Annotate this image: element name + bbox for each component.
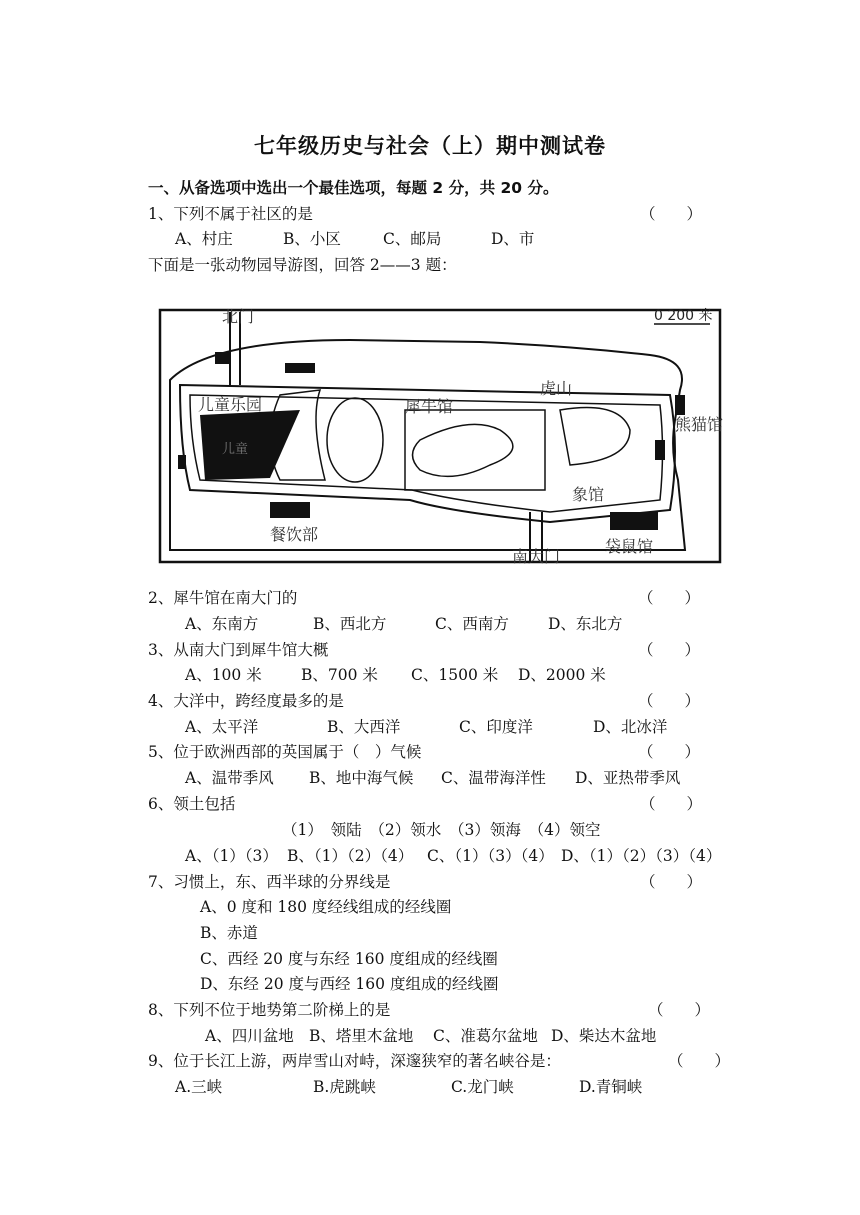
q8-option-c[interactable]: C、准葛尔盆地 — [433, 1027, 538, 1045]
building-3 — [655, 440, 665, 460]
kids-park-label: 儿童乐园 — [198, 395, 263, 414]
page-title: 七年级历史与社会（上）期中测试卷 — [254, 134, 606, 158]
q3-option-c[interactable]: C、1500 米 — [411, 666, 499, 684]
q5-option-a[interactable]: A、温带季风 — [185, 769, 274, 787]
q1-option-c[interactable]: C、邮局 — [383, 230, 442, 248]
q2-option-c[interactable]: C、西南方 — [435, 615, 509, 633]
q4-option-c[interactable]: C、印度洋 — [459, 718, 533, 736]
q3-option-a[interactable]: A、100 米 — [185, 666, 262, 684]
question-6-items: （1） 领陆 （2）领水 （3）领海 （4）领空 — [282, 821, 601, 839]
question-6-answer-blank[interactable]: （ ） — [640, 795, 703, 813]
rhino-area — [405, 410, 545, 490]
question-1-options — [175, 227, 534, 249]
q2-option-d[interactable]: D、东北方 — [548, 615, 623, 633]
kangaroo-building — [610, 512, 658, 530]
zoo-map — [150, 300, 750, 572]
question-2-stem: 2、犀牛馆在南大门的 — [148, 589, 298, 607]
q6-option-b[interactable]: B、（1）（2）（4） — [287, 847, 414, 865]
dining-label: 餐饮部 — [270, 525, 319, 544]
question-9-options — [175, 1075, 642, 1097]
q3-option-b[interactable]: B、700 米 — [301, 666, 378, 684]
tiger-label: 虎山 — [540, 379, 573, 398]
map-intro: 下面是一张动物园导游图，回答 2——3 题： — [148, 256, 457, 274]
question-2-options — [185, 612, 622, 634]
q2-option-a[interactable]: A、东南方 — [185, 615, 259, 633]
kids-park-building — [200, 410, 300, 480]
scale-label: 0 200 米 — [654, 308, 713, 324]
question-9-stem: 9、位于长江上游，两岸雪山对峙，深邃狭窄的著名峡谷是： — [148, 1052, 561, 1070]
question-3-stem: 3、从南大门到犀牛馆大概 — [148, 641, 329, 659]
q8-option-a[interactable]: A、四川盆地 — [205, 1027, 294, 1045]
q9-option-d[interactable]: D.青铜峡 — [579, 1078, 643, 1096]
q6-option-c[interactable]: C、（1）（3）（4） — [427, 847, 554, 865]
panda-building — [675, 395, 685, 415]
question-8-options — [205, 1024, 656, 1046]
kangaroo-label: 袋鼠馆 — [605, 537, 654, 556]
kids-label: 儿童 — [222, 442, 249, 457]
q4-option-a[interactable]: A、太平洋 — [185, 718, 259, 736]
question-9-answer-blank[interactable]: （ ） — [668, 1052, 731, 1070]
q7-option-c[interactable]: C、西经 20 度与东经 160 度组成的经线圈 — [200, 950, 498, 968]
q2-option-b[interactable]: B、西北方 — [313, 615, 387, 633]
q6-option-d[interactable]: D、（1）（2）（3）（4） — [561, 847, 722, 865]
question-4-options — [185, 715, 667, 737]
q4-option-d[interactable]: D、北冰洋 — [593, 718, 668, 736]
question-5-options — [185, 766, 680, 788]
q6-option-a[interactable]: A、（1）（3） — [185, 847, 278, 865]
question-1-stem: 1、下列不属于社区的是 — [148, 205, 313, 223]
question-3-answer-blank[interactable]: （ ） — [638, 641, 701, 659]
rhino-label: 犀牛馆 — [405, 397, 454, 416]
question-1-answer-blank[interactable]: （ ） — [640, 205, 703, 223]
q7-option-a[interactable]: A、0 度和 180 度经线组成的经线圈 — [200, 898, 452, 916]
q8-option-b[interactable]: B、塔里木盆地 — [309, 1027, 414, 1045]
q7-option-b[interactable]: B、赤道 — [200, 924, 258, 942]
q5-option-c[interactable]: C、温带海洋性 — [441, 769, 546, 787]
question-8-stem: 8、下列不位于地势第二阶梯上的是 — [148, 1001, 391, 1019]
building-north — [215, 352, 229, 364]
q9-option-c[interactable]: C.龙门峡 — [451, 1078, 514, 1096]
q4-option-b[interactable]: B、大西洋 — [327, 718, 401, 736]
loop-2 — [327, 398, 383, 482]
elephant-label: 象馆 — [572, 485, 605, 504]
question-2-answer-blank[interactable]: （ ） — [638, 589, 701, 607]
south-gate-label: 南大门 — [512, 547, 561, 566]
q1-option-a[interactable]: A、村庄 — [175, 230, 233, 248]
section-heading: 一、从备选项中选出一个最佳选项，每题 2 分，共 20 分。 — [148, 179, 559, 197]
question-6-options — [185, 844, 721, 866]
question-3-options — [185, 663, 606, 685]
question-6-stem: 6、领土包括 — [148, 795, 236, 813]
q9-option-b[interactable]: B.虎跳峡 — [313, 1078, 376, 1096]
question-7-answer-blank[interactable]: （ ） — [640, 873, 703, 891]
q8-option-d[interactable]: D、柴达木盆地 — [551, 1027, 657, 1045]
dining-building — [270, 502, 310, 518]
q7-option-d[interactable]: D、东经 20 度与西经 160 度组成的经线圈 — [200, 975, 499, 993]
panda-label: 熊猫馆 — [675, 415, 724, 434]
q1-option-d[interactable]: D、市 — [491, 230, 535, 248]
loop-3 — [560, 408, 630, 466]
q1-option-b[interactable]: B、小区 — [283, 230, 341, 248]
question-4-stem: 4、大洋中，跨经度最多的是 — [148, 692, 344, 710]
north-gate-label: 北门 — [222, 307, 255, 326]
building-2 — [285, 363, 315, 373]
gate-west — [178, 455, 186, 469]
question-7-stem: 7、习惯上，东、西半球的分界线是 — [148, 873, 391, 891]
q3-option-d[interactable]: D、2000 米 — [518, 666, 606, 684]
question-5-answer-blank[interactable]: （ ） — [638, 743, 701, 761]
q5-option-d[interactable]: D、亚热带季风 — [575, 769, 681, 787]
lake — [413, 424, 513, 476]
q5-option-b[interactable]: B、地中海气候 — [309, 769, 414, 787]
question-8-answer-blank[interactable]: （ ） — [648, 1001, 711, 1019]
question-5-stem: 5、位于欧洲西部的英国属于（ ）气候 — [148, 743, 422, 761]
question-4-answer-blank[interactable]: （ ） — [638, 692, 701, 710]
q9-option-a[interactable]: A.三峡 — [175, 1078, 223, 1096]
